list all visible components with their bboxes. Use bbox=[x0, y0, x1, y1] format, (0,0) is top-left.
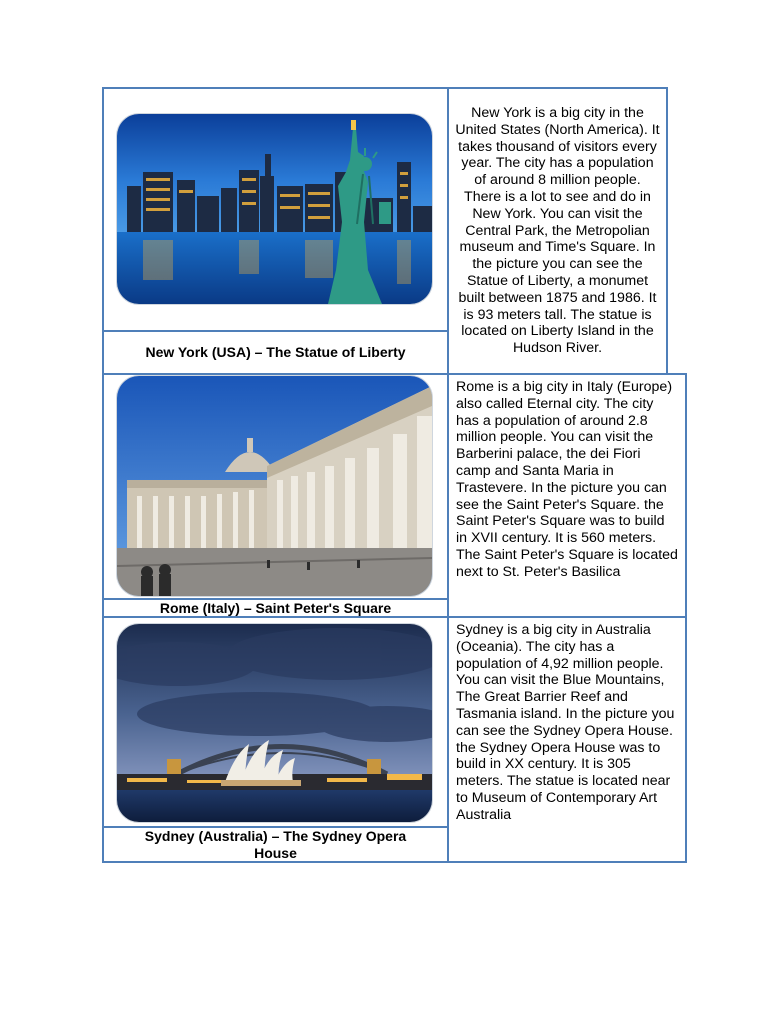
sydney-photo bbox=[117, 624, 432, 822]
saint-peters-square-image bbox=[117, 376, 432, 596]
statue-of-liberty-image bbox=[117, 114, 432, 304]
rome-description: Rome is a big city in Italy (Europe) also called Eternal city. The city has a population of around 2.8 million people. You can visit the Barberini palace, the dei Fiori camp and Santa Maria in Trastevere. In the picture you can see the Saint Peter's Square. the Saint Peter's Square was to build in XVII century. It is 560 meters. The Saint Peter's Square is located next to St. Peter's Basilica bbox=[447, 373, 687, 618]
sydney-opera-house-image bbox=[117, 624, 432, 822]
ny-description: New York is a big city in the United States (North America). It takes thousand of visitors every year. The city has a population of around 8 million people. There is a lot to see and do in New York. You can visit the Central Park, the Metropolian museum and Time's Square. In the picture you can see the Statue of Liberty, a monumet built between 1875 and 1986. It is 93 meters tall. The statue is located on Liberty Island in the Hudson River. bbox=[447, 87, 668, 375]
sydney-description: Sydney is a big city in Australia (Oceania). The city has a population of 4,92 million people. You can visit the Blue Mountains, The Great Barrier Reef and Tasmania island. In the picture you can see the Sydney Opera House. the Sydney Opera House was to build in XX century. It is 305 meters. The statue is located near to Museum of Contemporary Art Australia bbox=[447, 616, 687, 863]
ny-photo bbox=[117, 114, 432, 304]
rome-photo bbox=[117, 376, 432, 596]
sydney-caption: Sydney (Australia) – The Sydney Opera House bbox=[102, 826, 449, 863]
rome-caption: Rome (Italy) – Saint Peter's Square bbox=[102, 598, 449, 618]
ny-caption: New York (USA) – The Statue of Liberty bbox=[102, 330, 449, 375]
